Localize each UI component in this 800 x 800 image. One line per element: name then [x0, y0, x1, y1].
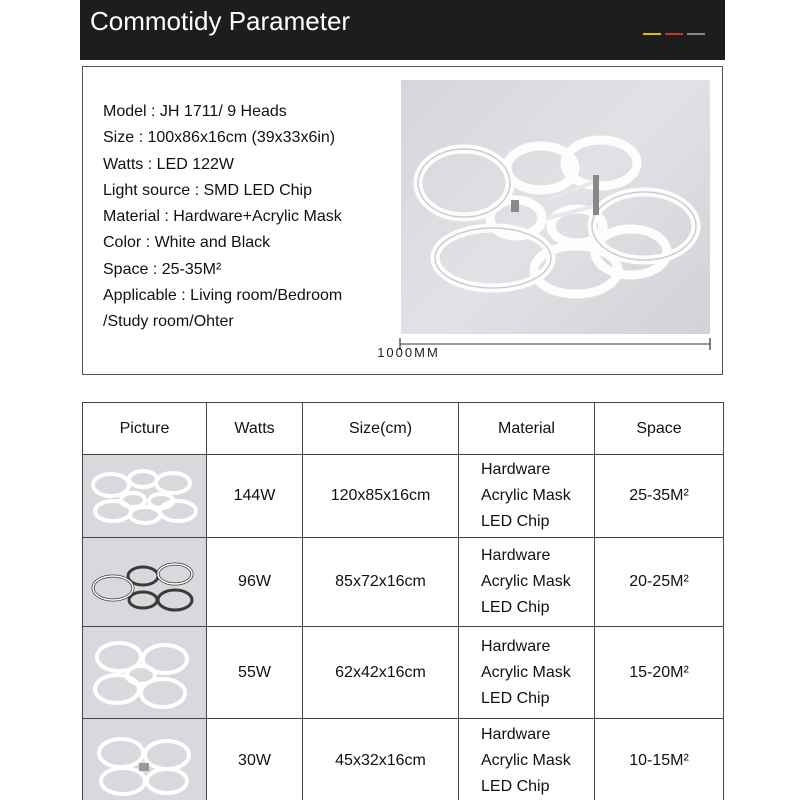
material-cell — [459, 719, 595, 800]
col-header-picture: Picture — [83, 403, 207, 455]
material-cell — [459, 627, 595, 719]
variant-table — [82, 402, 724, 800]
page-title: Commotidy Parameter — [90, 6, 351, 36]
watts-cell: 30W — [207, 719, 303, 800]
space-cell: 10-15M² — [595, 719, 724, 800]
spec-color: Color : White and Black — [103, 234, 271, 252]
material-cell — [459, 455, 595, 538]
spec-panel — [82, 66, 723, 375]
material-line: Acrylic Mask — [481, 663, 571, 681]
space-cell: 25-35M² — [595, 455, 724, 538]
dimension-label-wrap — [83, 345, 722, 360]
accent-bar-red — [665, 33, 683, 35]
spec-model: Model : JH 1711/ 9 Heads — [103, 103, 287, 120]
space-cell: 20-25M² — [595, 538, 724, 627]
watts-cell: 144W — [207, 455, 303, 538]
table-row — [83, 719, 724, 800]
watts-cell: 55W — [207, 627, 303, 719]
space-cell: 15-20M² — [595, 627, 724, 719]
header-banner — [80, 0, 725, 60]
watts-cell: 96W — [207, 538, 303, 627]
col-header-size: Size(cm) — [303, 403, 459, 455]
material-line: LED Chip — [481, 778, 550, 795]
col-header-watts: Watts — [207, 403, 303, 455]
accent-bars — [643, 33, 705, 35]
material-line: Hardware — [481, 461, 551, 478]
material-line: Hardware — [481, 637, 551, 655]
size-cell: 45x32x16cm — [303, 719, 459, 800]
ceiling-lamp-image — [401, 80, 710, 334]
material-cell — [459, 538, 595, 627]
spec-space: Space : 25-35M² — [103, 260, 222, 278]
dimension-label: 1000MM — [377, 345, 440, 360]
col-header-space: Space — [595, 403, 724, 455]
thumbnail-cell — [83, 538, 207, 627]
lamp-thumbnail-144w — [83, 455, 206, 537]
table-row — [83, 455, 724, 538]
size-cell: 85x72x16cm — [303, 538, 459, 627]
thumbnail-cell — [83, 627, 207, 719]
product-photo — [401, 80, 710, 334]
table-header-row — [83, 403, 724, 455]
spec-size: Size : 100x86x16cm (39x33x6in) — [103, 129, 336, 147]
lamp-thumbnail-30w — [83, 719, 206, 800]
spec-material: Material : Hardware+Acrylic Mask — [103, 208, 342, 226]
table-row — [83, 627, 724, 719]
material-line: Hardware — [481, 547, 551, 564]
material-line: Acrylic Mask — [481, 573, 571, 590]
accent-bar-yellow — [643, 33, 661, 35]
accent-bar-gray — [687, 33, 705, 35]
spec-watts: Watts : LED 122W — [103, 155, 234, 173]
col-header-material: Material — [459, 403, 595, 455]
thumbnail-cell — [83, 719, 207, 800]
spec-applicable-cont: /Study room/Ohter — [103, 313, 234, 331]
material-line: Acrylic Mask — [481, 752, 571, 769]
material-line: LED Chip — [481, 599, 550, 616]
spec-list — [103, 99, 342, 336]
material-line: LED Chip — [481, 513, 550, 530]
thumbnail-cell — [83, 455, 207, 538]
material-line: Acrylic Mask — [481, 487, 571, 504]
table-row — [83, 538, 724, 627]
size-cell: 62x42x16cm — [303, 627, 459, 719]
spec-applicable: Applicable : Living room/Bedroom — [103, 287, 343, 305]
material-line: Hardware — [481, 726, 551, 743]
size-cell: 120x85x16cm — [303, 455, 459, 538]
lamp-thumbnail-96w — [83, 538, 206, 626]
spec-light-source: Light source : SMD LED Chip — [103, 181, 312, 199]
lamp-thumbnail-55w — [83, 627, 206, 718]
material-line: LED Chip — [481, 689, 550, 707]
